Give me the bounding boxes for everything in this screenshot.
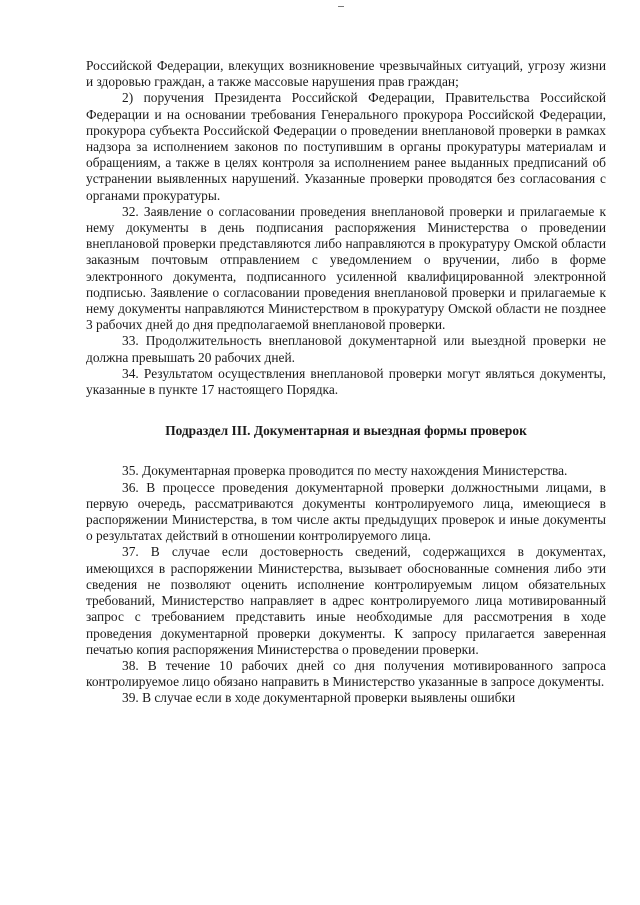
paragraph-35: 35. Документарная проверка проводится по месту нахождения Министерства. xyxy=(122,463,568,479)
section-heading: Подраздел III. Документарная и выездная формы проверок xyxy=(165,423,527,439)
paragraph-39: 39. В случае если в ходе документарной проверки выявлены ошибки xyxy=(122,690,516,706)
paragraph-item-2: 2) поручения Президента Российской Федерации, Правительства Российской Федерации и на основании требования Генерального прокурора Российской Федерации, прокурора субъекта Российской Федерации о проведении внеплановой проверки в рамках надзора за исполнением законов по поступившим в органы прокуратуры материалам и обращениям, а также в целях контроля за исполнением ранее выданных предписаний об устранении выявленных нарушений. Указанные проверки проводятся без согласования с органами прокуратуры. xyxy=(86,90,606,203)
paragraph-continuation: Российской Федерации, влекущих возникновение чрезвычайных ситуаций, угрозу жизни и здоровью граждан, а также массовые нарушения прав граждан; xyxy=(86,58,606,90)
paragraph-34: 34. Результатом осуществления внеплановой проверки могут являться документы, указанные в пункте 17 настоящего Порядка. xyxy=(86,365,606,398)
page-top-mark xyxy=(338,6,344,7)
document-body xyxy=(86,58,606,707)
paragraph-37: 37. В случае если достоверность сведений, содержащихся в документах, имеющихся в распоряжении Министерства, вызывает обоснованные сомнения либо эти сведения не позволяют оценить исполнение контролируемым лицом обязательных требований, Министерство направляет в адрес контролируемого лица мотивированный запрос с требованием представить иные необходимые для рассмотрения в ходе проведения документарной проверки документы. К запросу прилагается заверенная печатью копия распоряжения Министерства о проведении проверки. xyxy=(86,544,606,657)
paragraph-36: 36. В процессе проведения документарной проверки должностными лицами, в первую очередь, рассматриваются документы контролируемого лица, имеющиеся в распоряжении Министерства, в том числе акты предыдущих проверок и иные документы о результатах действий в отношении контролируемого лица. xyxy=(86,479,606,544)
paragraph-38: 38. В течение 10 рабочих дней со дня получения мотивированного запроса контролируемое лицо обязано направить в Министерство указанные в запросе документы. xyxy=(86,657,606,690)
paragraph-32: 32. Заявление о согласовании проведения внеплановой проверки и прилагаемые к нему документы в день подписания распоряжения Министерства о проведении внеплановой проверки представляются либо направляются в прокуратуру Омской области заказным почтовым отправлением с уведомлением о вручении, либо в форме электронного документа, подписанного усиленной квалифицированной электронной подписью. Заявление о согласовании проведения внеплановой проверки и прилагаемые к нему документы направляются Министерством в прокуратуру Омской области не позднее 3 рабочих дней до дня предполагаемой внеплановой проверки. xyxy=(86,203,606,333)
paragraph-33: 33. Продолжительность внеплановой документарной или выездной проверки не должна превышать 20 рабочих дней. xyxy=(86,333,606,365)
